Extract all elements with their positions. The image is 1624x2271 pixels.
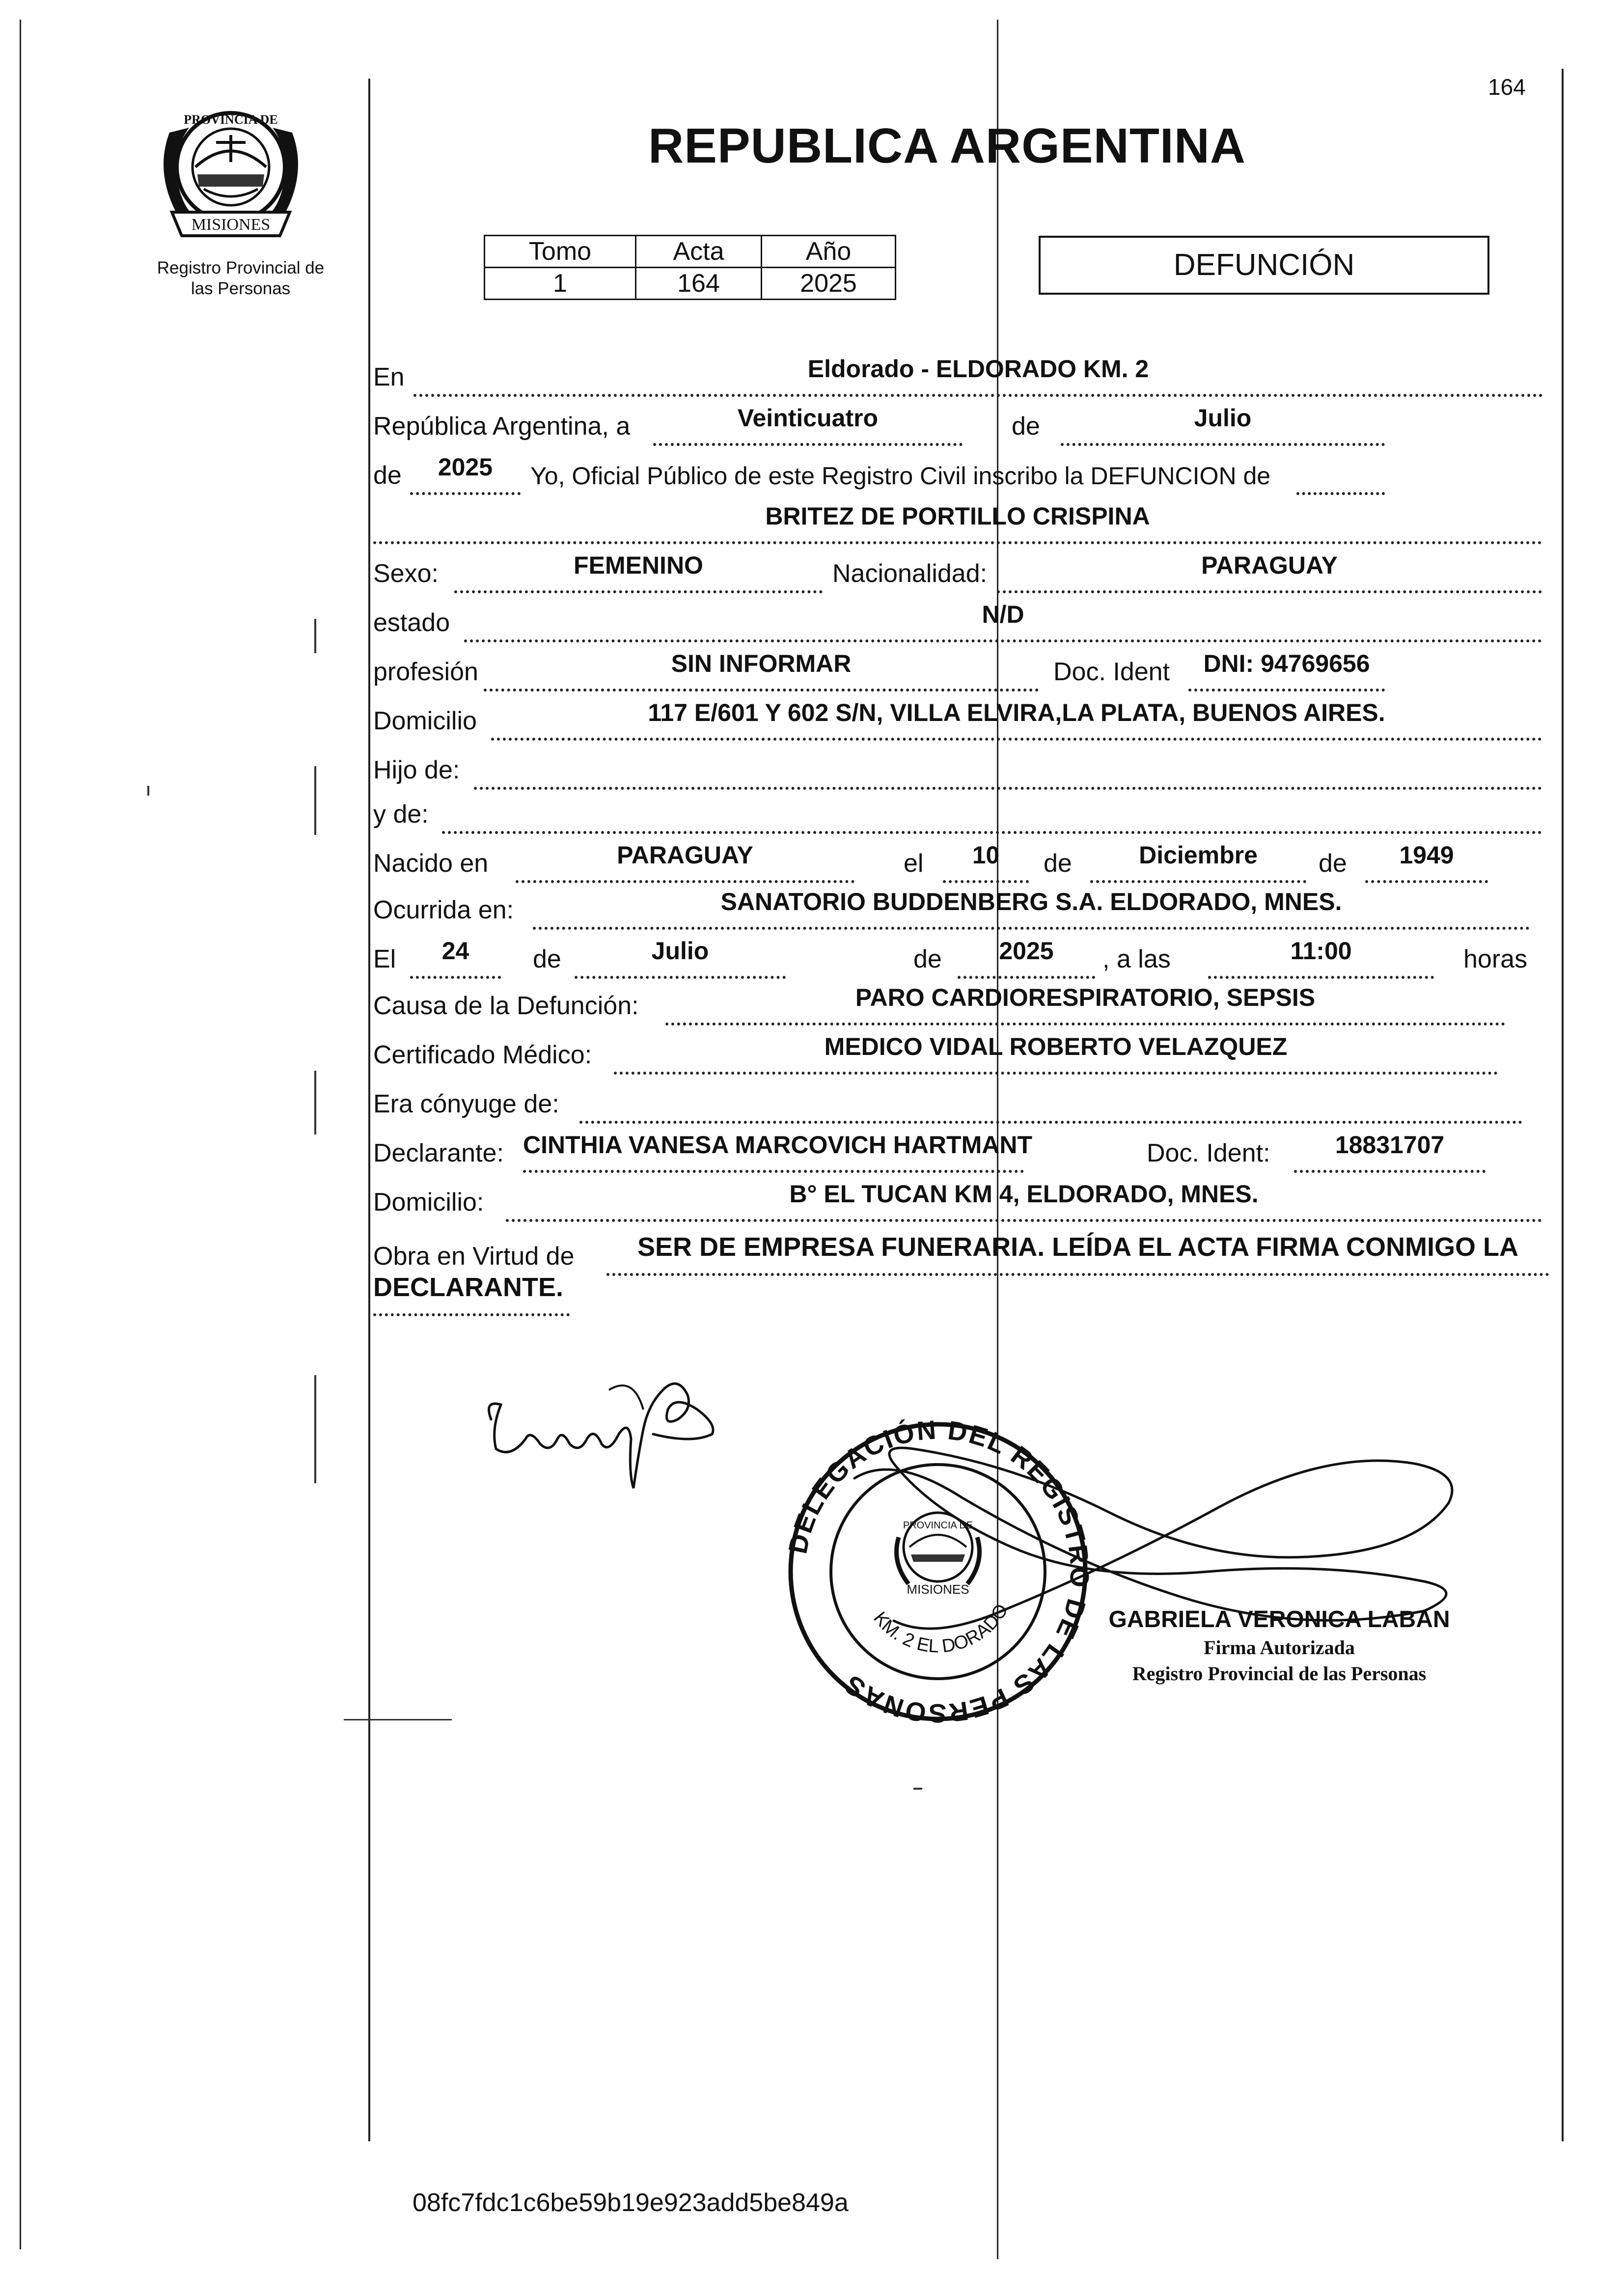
field-declarant: [523, 1131, 1032, 1173]
row-declarant-address: [373, 1179, 1552, 1226]
row-civil-status: [373, 599, 1552, 646]
registry-name: [133, 258, 349, 299]
label-domicilio: Domicilio: [373, 707, 477, 735]
day-words-value: Veinticuatro: [737, 404, 879, 432]
reason-line-1-value: SER DE EMPRESA FUNERARIA. LEÍDA EL ACTA FIRMA CONMIGO LA: [637, 1232, 1519, 1262]
row-address: [373, 697, 1552, 745]
field-month: [1061, 404, 1385, 446]
label-de-death-month: de: [533, 945, 561, 973]
row-declarant: [373, 1130, 1552, 1177]
anio-header: Año: [762, 236, 896, 268]
field-year: [410, 453, 521, 495]
row-death-place: [373, 886, 1552, 934]
deceased-name-value: BRITEZ DE PORTILLO CRISPINA: [765, 502, 1150, 530]
birth-month-value: Diciembre: [1139, 841, 1258, 869]
field-certificate: [614, 1033, 1498, 1075]
month-value: Julio: [1194, 404, 1252, 432]
declarant-address-value: B° EL TUCAN KM 4, ELDORADO, MNES.: [789, 1180, 1259, 1208]
field-birth-month: [1090, 841, 1306, 883]
row-reason-continued: [373, 1273, 1552, 1320]
row-birth: [373, 840, 1552, 887]
profession-value: SIN INFORMAR: [671, 650, 852, 677]
field-document: [1188, 650, 1385, 692]
field-civil-status: [464, 601, 1542, 642]
form-left-border: [368, 79, 370, 2141]
field-mother: [442, 796, 1542, 834]
death-month-value: Julio: [651, 937, 709, 965]
label-conyuge: Era cónyuge de:: [373, 1090, 559, 1118]
form-right-border: [1562, 69, 1564, 2141]
field-reason-line-1: [606, 1232, 1549, 1276]
field-death-year: [958, 937, 1095, 979]
reference-table: [484, 235, 896, 300]
label-de-year: de: [373, 461, 402, 490]
declarant-value: CINTHIA VANESA MARCOVICH HARTMANT: [523, 1131, 1032, 1159]
row-certificate: [373, 1031, 1552, 1079]
field-place: [413, 355, 1543, 397]
birth-place-value: PARAGUAY: [617, 841, 753, 869]
row-mother: [373, 791, 1552, 838]
declarant-signature: [481, 1360, 727, 1498]
field-death-place: [533, 888, 1530, 930]
label-declarante: Declarante:: [373, 1139, 504, 1167]
seal-inner-text: KM. 2 EL DORADO: [869, 1600, 1013, 1657]
address-value: 117 E/601 Y 602 S/N, VILLA ELVIRA,LA PLATA, BUENOS AIRES.: [648, 699, 1385, 726]
officer-name: GABRIELA VERONICA LABAN: [1108, 1606, 1450, 1633]
row-sex-nationality: [373, 550, 1552, 597]
declarant-doc-value: 18831707: [1335, 1131, 1445, 1159]
label-profesion: profesión: [373, 658, 478, 686]
label-el: el: [904, 849, 924, 878]
place-value: Eldorado - ELDORADO KM. 2: [807, 355, 1149, 383]
death-place-value: SANATORIO BUDDENBERG S.A. ELDORADO, MNES.: [720, 888, 1342, 915]
label-horas: horas: [1463, 945, 1528, 973]
row-place: [373, 354, 1552, 401]
label-ocurrida-en: Ocurrida en:: [373, 896, 514, 924]
label-de-month: de: [1012, 412, 1040, 441]
death-day-value: 24: [441, 937, 469, 965]
scan-speck: [314, 1375, 316, 1483]
field-cause: [665, 984, 1505, 1025]
field-reason-line-2: [373, 1273, 570, 1316]
document-value: DNI: 94769656: [1203, 650, 1370, 677]
reference-value-row: [485, 268, 896, 300]
field-sex: [454, 552, 823, 593]
acta-header: Acta: [636, 236, 762, 268]
officer-office: Registro Provincial de las Personas: [1132, 1662, 1427, 1685]
birth-year-value: 1949: [1399, 841, 1454, 869]
registry-line-1: Registro Provincial de: [157, 258, 325, 277]
provincia-de-misiones-logo: [142, 88, 319, 246]
scan-speck: [913, 1788, 922, 1790]
death-year-value: 2025: [999, 937, 1054, 965]
field-day-words: [653, 404, 963, 446]
label-estado: estado: [373, 609, 450, 637]
logo-text-bottom: MISIONES: [191, 216, 271, 234]
label-y-de: y de:: [373, 800, 429, 829]
label-nacido-en: Nacido en: [373, 849, 489, 878]
row-date: [373, 403, 1552, 450]
label-a-las: , a las: [1102, 945, 1171, 973]
logo-text-top: PROVINCIA DE: [184, 112, 278, 127]
birth-day-value: 10: [972, 841, 1000, 869]
seal-outer-text: DELEGACIÓN DEL REGISTRO DE LAS PERSONAS: [783, 1415, 1095, 1728]
label-en: En: [373, 363, 405, 391]
label-causa: Causa de la Defunción:: [373, 992, 639, 1020]
field-address: [491, 699, 1542, 741]
label-doc-ident: Doc. Ident: [1053, 658, 1170, 686]
row-profession: [373, 648, 1552, 695]
year-value: 2025: [438, 453, 493, 481]
label-nacionalidad: Nacionalidad:: [832, 559, 988, 588]
label-de-birth-year: de: [1319, 849, 1347, 878]
row-spouse: [373, 1080, 1552, 1128]
scan-speck: [314, 1071, 316, 1135]
scan-speck: [147, 786, 149, 796]
row-year: [373, 452, 1552, 499]
field-profession: [484, 650, 1039, 692]
field-declarant-doc: [1294, 1131, 1486, 1173]
label-doc-ident-2: Doc. Ident:: [1147, 1139, 1270, 1167]
field-birth-day: [943, 841, 1029, 883]
row-death-date: [373, 936, 1552, 983]
field-declarant-address: [506, 1180, 1542, 1222]
field-deceased-name: [373, 502, 1542, 544]
document-hash: 08fc7fdc1c6be59b19e923add5be849a: [413, 2188, 849, 2217]
label-hijo-de: Hijo de:: [373, 756, 460, 784]
reference-header-row: [485, 236, 896, 268]
nationality-value: PARAGUAY: [1201, 552, 1338, 579]
field-death-time: [1208, 937, 1434, 979]
row-cause: [373, 982, 1552, 1029]
civil-status-value: N/D: [982, 601, 1024, 628]
country-title: REPUBLICA ARGENTINA: [648, 118, 1246, 173]
row-father: [373, 747, 1552, 794]
scan-speck: [314, 619, 316, 653]
label-El: El: [373, 945, 396, 973]
label-republica: República Argentina, a: [373, 412, 631, 441]
reason-line-2-value: DECLARANTE.: [373, 1273, 563, 1302]
field-father: [474, 751, 1542, 790]
tomo-value: 1: [485, 268, 636, 300]
field-birth-year: [1365, 841, 1488, 883]
label-sexo: Sexo:: [373, 559, 439, 588]
label-de-birth-month: de: [1044, 849, 1072, 878]
left-margin-line: [20, 20, 21, 2249]
row-deceased-name: [373, 501, 1552, 548]
scan-speck: [344, 1719, 452, 1720]
seal-center-bottom: MISIONES: [907, 1582, 969, 1597]
acta-value: 164: [636, 268, 762, 300]
field-spouse: [579, 1085, 1522, 1124]
field-birth-place: [516, 841, 854, 883]
registry-line-2: las Personas: [191, 279, 291, 298]
label-yo: Yo, Oficial Público de este Registro Civil inscribo la DEFUNCION de: [530, 462, 1271, 490]
field-nationality: [997, 552, 1542, 593]
scan-speck: [314, 766, 316, 835]
sex-value: FEMENINO: [574, 552, 703, 579]
label-domicilio-2: Domicilio:: [373, 1188, 484, 1217]
document-type-box: DEFUNCIÓN: [1039, 236, 1489, 295]
cause-value: PARO CARDIORESPIRATORIO, SEPSIS: [855, 984, 1316, 1011]
death-time-value: 11:00: [1290, 937, 1352, 965]
label-certificado: Certificado Médico:: [373, 1041, 592, 1069]
page-number: 164: [1488, 74, 1526, 100]
field-continuation: [1296, 457, 1385, 495]
field-death-month: [575, 937, 786, 979]
field-death-day: [410, 937, 501, 979]
officer-title: Firma Autorizada: [1204, 1636, 1355, 1659]
label-de-death-year: de: [913, 945, 942, 973]
label-obra: Obra en Virtud de: [373, 1242, 575, 1271]
certificate-value: MEDICO VIDAL ROBERTO VELAZQUEZ: [824, 1033, 1288, 1060]
seal-center-top: PROVINCIA DE: [903, 1520, 973, 1531]
tomo-header: Tomo: [485, 236, 636, 268]
officer-block: [1095, 1606, 1463, 1685]
anio-value: 2025: [762, 268, 896, 300]
